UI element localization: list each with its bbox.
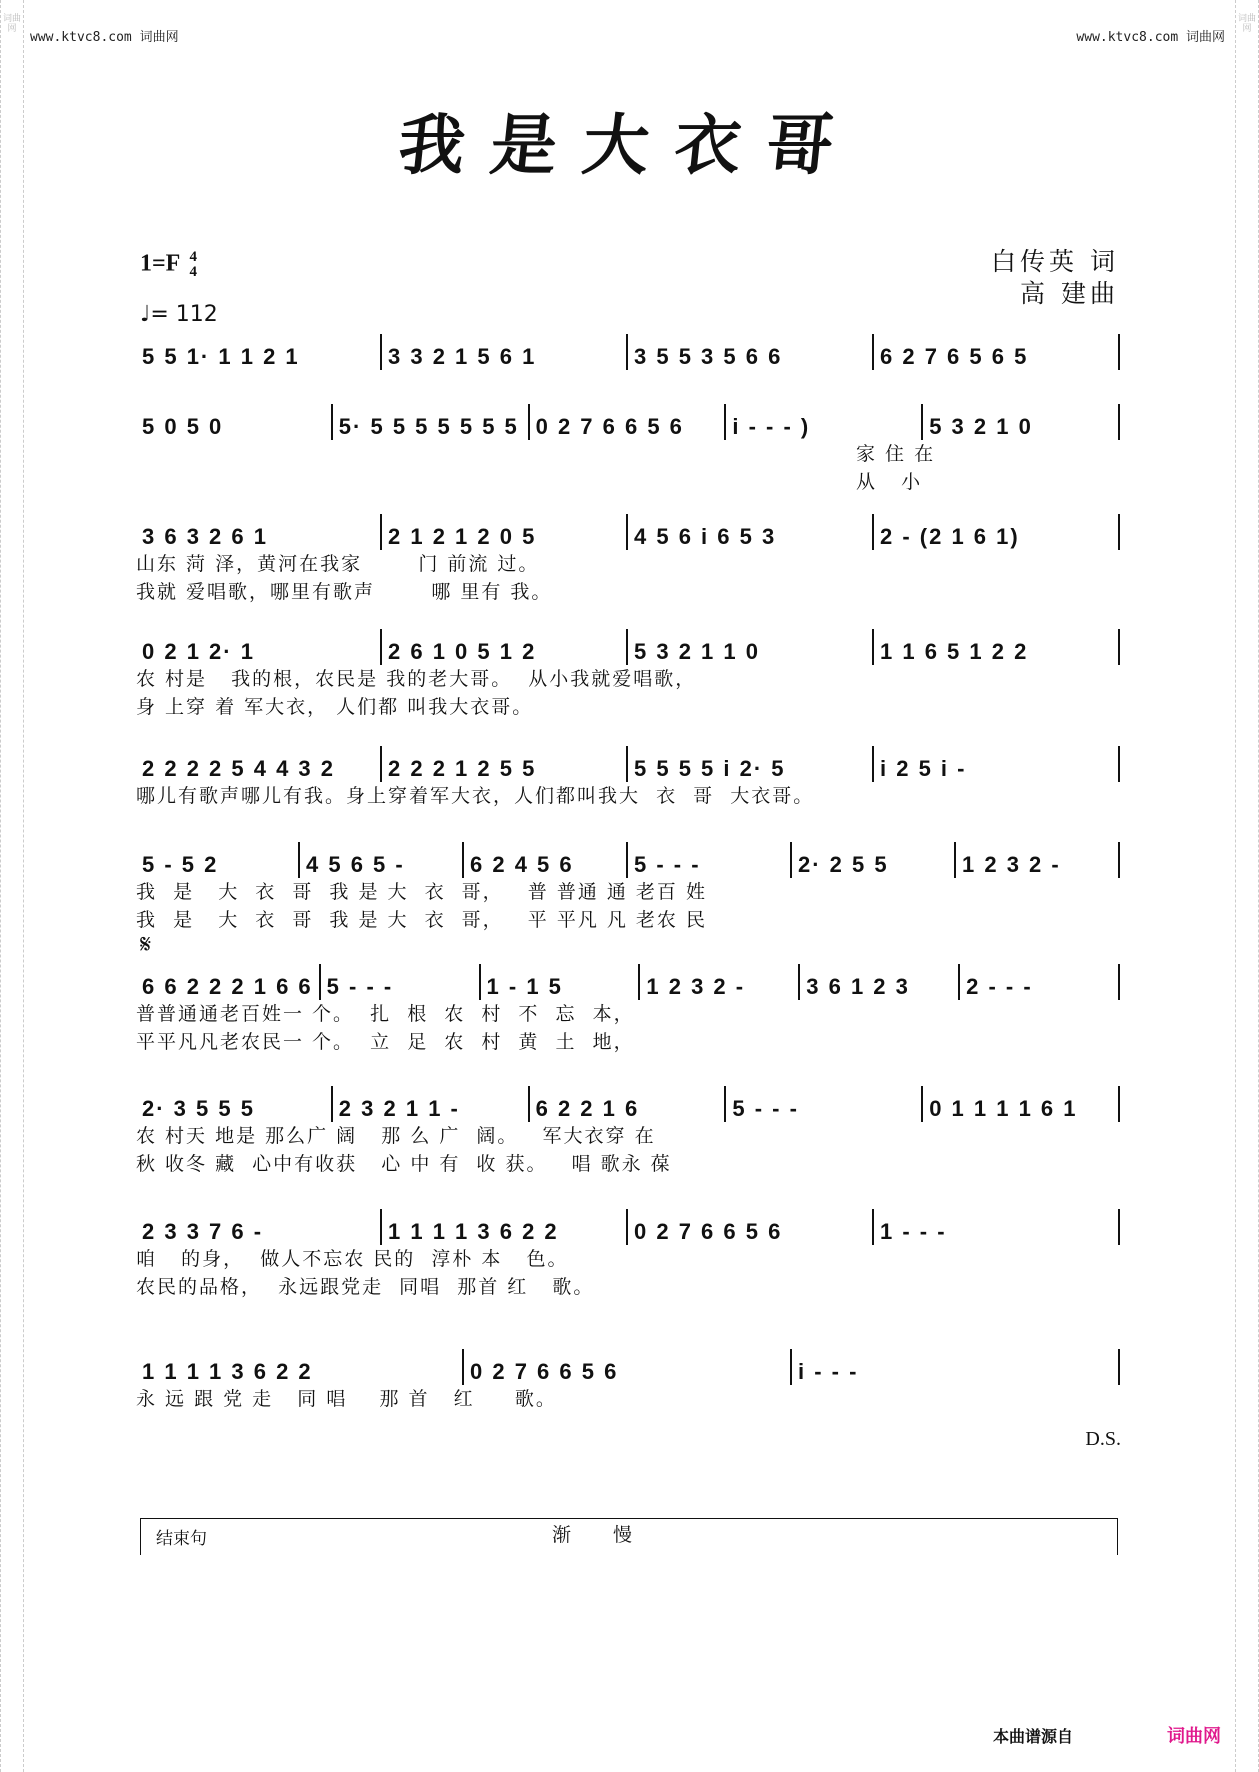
measure: 2 - (2 1 6 1) bbox=[874, 514, 1120, 550]
score-system bbox=[136, 400, 1120, 496]
lyric-line: 秋 收冬 藏 心中有收获 心 中 有 收 获。 唱 歌永 葆 bbox=[136, 1153, 672, 1175]
measure: 5 5 1· 1 1 2 1 bbox=[136, 334, 382, 370]
measure: 0 2 1 2· 1 bbox=[136, 629, 382, 665]
notation-line bbox=[136, 742, 1120, 782]
score-system bbox=[136, 742, 1120, 810]
lyric-line: 家 住 在 bbox=[856, 443, 936, 465]
tempo-marking: ♩= 112 bbox=[140, 302, 218, 327]
notation-line bbox=[136, 625, 1120, 665]
key-signature bbox=[140, 250, 197, 280]
measure: 5 - - - bbox=[726, 1086, 923, 1122]
dal-segno-marking: D.S. bbox=[1085, 1428, 1121, 1450]
measure: 2 3 3 7 6 - bbox=[136, 1209, 382, 1245]
measure: 5 5 5 5 i 2· 5 bbox=[628, 746, 874, 782]
time-bottom: 4 bbox=[189, 264, 197, 280]
lyric-line: 咱 的身， 做人不忘农 民的 淳朴 本 色。 bbox=[136, 1248, 569, 1270]
measure: 1 - 1 5 bbox=[481, 964, 641, 1000]
measure: 1 2 3 2 - bbox=[956, 842, 1120, 878]
measure: 3 5 5 3 5 6 6 bbox=[628, 334, 874, 370]
score-system bbox=[136, 625, 1120, 721]
header-url-right[interactable]: www.ktvc8.com 词曲网 bbox=[1076, 30, 1225, 45]
measure: 1 1 1 1 3 6 2 2 bbox=[136, 1349, 464, 1385]
lyric-line: 农 村是 我的根，农民是 我的老大哥。 从小我就爱唱歌， bbox=[136, 668, 697, 690]
measure: 0 2 7 6 6 5 6 bbox=[530, 404, 727, 440]
lyric-line: 普普通通老百姓一 个。 扎 根 农 村 不 忘 本， bbox=[136, 1003, 635, 1025]
left-watermark-strip bbox=[0, 0, 24, 1772]
notation-line bbox=[136, 960, 1120, 1000]
measure: 3 6 1 2 3 bbox=[800, 964, 960, 1000]
measure: 3 3 2 1 5 6 1 bbox=[382, 334, 628, 370]
right-watermark-strip bbox=[1235, 0, 1259, 1772]
measure: 2 - - - bbox=[960, 964, 1120, 1000]
score-system bbox=[136, 960, 1120, 1056]
measure: 2 6 1 0 5 1 2 bbox=[382, 629, 628, 665]
measure: 0 2 7 6 6 5 6 bbox=[464, 1349, 792, 1385]
measure: 5 - - - bbox=[321, 964, 481, 1000]
measure: 2 1 2 1 2 0 5 bbox=[382, 514, 628, 550]
measure: i 2 5 i - bbox=[874, 746, 1120, 782]
measure: 6 2 2 1 6 bbox=[530, 1086, 727, 1122]
measure: 5 0 5 0 bbox=[136, 404, 333, 440]
score-system bbox=[136, 1082, 1120, 1178]
measure: 4 5 6 i 6 5 3 bbox=[628, 514, 874, 550]
lyric-line: 我 是 大 衣 哥 我 是 大 衣 哥， 普 普通 通 老百 姓 bbox=[136, 881, 707, 903]
measure: 3 6 3 2 6 1 bbox=[136, 514, 382, 550]
score-system bbox=[136, 510, 1120, 606]
key-label: 1=F bbox=[140, 250, 180, 277]
lyric-line: 我就 爱唱歌，哪里有歌声 哪 里有 我。 bbox=[136, 581, 553, 603]
measure: 2· 2 5 5 bbox=[792, 842, 956, 878]
measure: 2 2 2 1 2 5 5 bbox=[382, 746, 628, 782]
measure: 5 - - - bbox=[628, 842, 792, 878]
lyric-line: 哪儿有歌声哪儿有我。身上穿着军大衣，人们都叫我大 衣 哥 大衣哥。 bbox=[136, 785, 815, 807]
measure: 6 6 2 2 2 1 6 6 bbox=[136, 964, 321, 1000]
notation-line bbox=[136, 1205, 1120, 1245]
measure: 2 2 2 2 5 4 4 3 2 bbox=[136, 746, 382, 782]
measure: 5 3 2 1 1 0 bbox=[628, 629, 874, 665]
measure: 5 - 5 2 bbox=[136, 842, 300, 878]
measure: 6 2 4 5 6 bbox=[464, 842, 628, 878]
ending-label: 结束句 bbox=[156, 1529, 207, 1549]
measure: 6 2 7 6 5 6 5 bbox=[874, 334, 1120, 370]
side-watermark: 词曲网 bbox=[1237, 14, 1256, 34]
notation-line bbox=[136, 1345, 1120, 1385]
side-watermark: 词曲网 bbox=[2, 14, 21, 34]
measure: 2 3 2 1 1 - bbox=[333, 1086, 530, 1122]
score-system bbox=[136, 1205, 1120, 1301]
time-top: 4 bbox=[189, 249, 197, 265]
composer: 高 建曲 bbox=[1020, 279, 1119, 308]
measure: 0 2 7 6 6 5 6 bbox=[628, 1209, 874, 1245]
notation-line bbox=[136, 838, 1120, 878]
notation-line bbox=[136, 400, 1120, 440]
lyric-line: 身 上穿 着 军大衣， 人们都 叫我大衣哥。 bbox=[136, 696, 534, 718]
score-system bbox=[136, 330, 1120, 370]
measure: 0 1 1 1 1 6 1 bbox=[923, 1086, 1120, 1122]
lyric-line: 山东 菏 泽，黄河在我家 门 前流 过。 bbox=[136, 553, 540, 575]
lyric-line: 永 远 跟 党 走 同 唱 那 首 红 歌。 bbox=[136, 1388, 557, 1410]
lyric-line: 平平凡凡老农民一 个。 立 足 农 村 黄 土 地， bbox=[136, 1031, 635, 1053]
measure: 2· 3 5 5 5 bbox=[136, 1086, 333, 1122]
notation-line bbox=[136, 1082, 1120, 1122]
measure: 5 3 2 1 0 bbox=[923, 404, 1120, 440]
score-system bbox=[136, 1345, 1120, 1413]
time-signature bbox=[189, 250, 197, 280]
footer-source: 本曲谱源自 bbox=[992, 1727, 1073, 1746]
measure: 1 - - - bbox=[874, 1209, 1120, 1245]
notation-line bbox=[136, 330, 1120, 370]
lyricist: 白传英 词 bbox=[991, 247, 1119, 276]
measure: 1 1 6 5 1 2 2 bbox=[874, 629, 1120, 665]
measure: 1 2 3 2 - bbox=[640, 964, 800, 1000]
lyric-line: 从 小 bbox=[856, 471, 923, 493]
credits bbox=[991, 246, 1119, 310]
footer-brand[interactable]: 词曲网 bbox=[1167, 1726, 1221, 1747]
measure: i - - - ) bbox=[726, 404, 923, 440]
measure: 4 5 6 5 - bbox=[300, 842, 464, 878]
header-url-left[interactable]: www.ktvc8.com 词曲网 bbox=[30, 30, 179, 45]
song-title: 我是大衣哥 bbox=[394, 106, 864, 184]
lyric-line: 农民的品格， 永远跟党走 同唱 那首 红 歌。 bbox=[136, 1276, 595, 1298]
measure: i - - - bbox=[792, 1349, 1120, 1385]
measure: 5· 5 5 5 5 5 5 5 bbox=[333, 404, 530, 440]
score-system bbox=[136, 838, 1120, 934]
measure: 1 1 1 1 3 6 2 2 bbox=[382, 1209, 628, 1245]
notation-line bbox=[136, 510, 1120, 550]
ritardando-marking: 渐 慢 bbox=[552, 1524, 651, 1546]
lyric-line: 农 村天 地是 那么广 阔 那 么 广 阔。 军大衣穿 在 bbox=[136, 1125, 656, 1147]
segno-icon: 𝄋 bbox=[140, 930, 152, 960]
lyric-line: 我 是 大 衣 哥 我 是 大 衣 哥， 平 平凡 凡 老农 民 bbox=[136, 909, 707, 931]
